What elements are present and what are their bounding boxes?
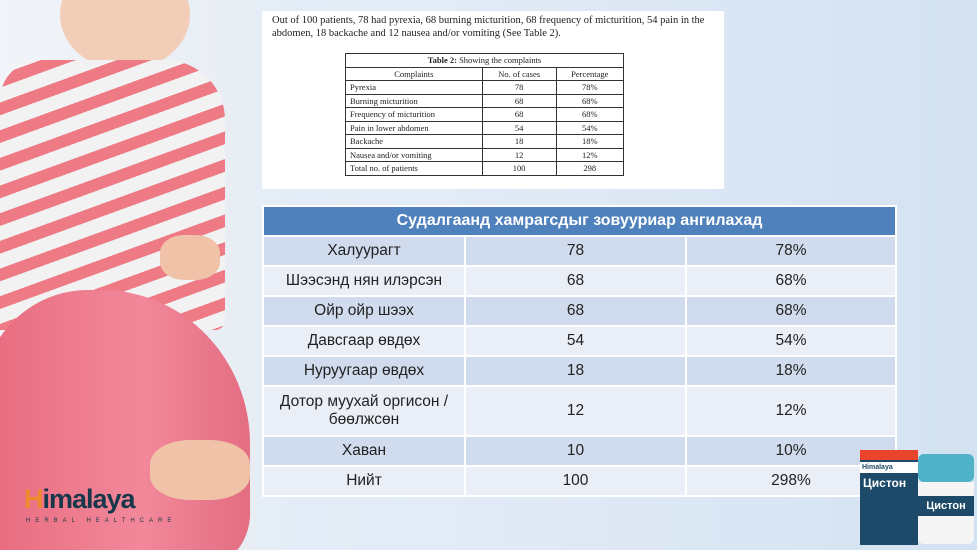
percentage-cell: 10% [686,436,896,466]
cases-cell: 68 [465,296,686,326]
cases-cell: 18 [465,356,686,386]
percentage-cell: 54% [686,326,896,356]
table-title: Судалгаанд хамрагсдыг зовууриар ангилахад [263,206,896,236]
hand [150,440,250,500]
table-row [346,121,624,135]
product-jar: Цистон [918,454,974,544]
table-row [263,386,896,436]
table-row [263,296,896,326]
cases-cell: 100 [482,162,556,176]
cases-cell: 78 [465,236,686,266]
complaint-cell: Хаван [263,436,465,466]
percentage-cell: 18% [556,135,623,149]
cases-cell: 68 [482,108,556,122]
cases-cell: 100 [465,466,686,496]
cases-cell: 78 [482,81,556,95]
hand [160,235,220,280]
percentage-cell: 68% [556,94,623,108]
percentage-cell: 12% [556,148,623,162]
complaint-cell: Pyrexia [346,81,483,95]
complaint-cell: Nausea and/or vomiting [346,148,483,162]
complaint-cell: Давсгаар өвдөх [263,326,465,356]
percentage-cell: 298 [556,162,623,176]
complaints-table [262,205,897,497]
complaint-cell: Pain in lower abdomen [346,121,483,135]
percentage-cell: 68% [556,108,623,122]
pregnant-woman-photo [0,0,255,550]
table-row [263,436,896,466]
table-row [263,356,896,386]
table-row [346,135,624,149]
header-cell: Complaints [346,67,483,81]
complaint-cell: Нийт [263,466,465,496]
cases-cell: 68 [482,94,556,108]
complaint-cell: Backache [346,135,483,149]
percentage-cell: 54% [556,121,623,135]
percentage-cell: 12% [686,386,896,436]
percentage-cell: 18% [686,356,896,386]
table-row [263,266,896,296]
table-row [263,326,896,356]
product-box: Himalaya Цистон [860,450,918,545]
source-table [345,53,624,176]
complaint-cell: Frequency of micturition [346,108,483,122]
cases-cell: 12 [482,148,556,162]
complaint-cell: Burning micturition [346,94,483,108]
logo-tagline: HERBAL HEALTHCARE [26,518,177,524]
percentage-cell: 78% [686,236,896,266]
source-excerpt [262,11,724,189]
caption-bold: Table 2: [427,55,457,66]
caption: Showing the complaints [456,55,542,66]
source-paragraph: Out of 100 patients, 78 had pyrexia, 68 burning micturition, 68 frequency of micturition, 54 pain in the abdomen, 18 backache and 12 nausea and/or vomiting (See Table 2). [272,15,705,39]
complaint-cell: Ойр ойр шээх [263,296,465,326]
percentage-cell: 298% [686,466,896,496]
complaint-cell: Дотор муухай оргисон /бөөлжсөн [263,386,465,436]
complaint-cell: Шээсэнд нян илэрсэн [263,266,465,296]
table-row [346,148,624,162]
complaint-cell: Нуруугаар өвдөх [263,356,465,386]
cases-cell: 10 [465,436,686,466]
cases-cell: 54 [482,121,556,135]
header-cell: No. of cases [482,67,556,81]
cases-cell: 54 [465,326,686,356]
table-row [346,94,624,108]
header-cell: Percentage [556,67,623,81]
table-row [263,466,896,496]
cases-cell: 12 [465,386,686,436]
table-row [346,81,624,95]
cases-cell: 18 [482,135,556,149]
complaint-cell: Халуурагт [263,236,465,266]
table-row [346,108,624,122]
himalaya-logo: Himalaya [24,484,135,514]
percentage-cell: 68% [686,296,896,326]
percentage-cell: 78% [556,81,623,95]
table-row [346,162,624,176]
percentage-cell: 68% [686,266,896,296]
cases-cell: 68 [465,266,686,296]
table-row [263,236,896,266]
complaint-cell: Total no. of patients [346,162,483,176]
